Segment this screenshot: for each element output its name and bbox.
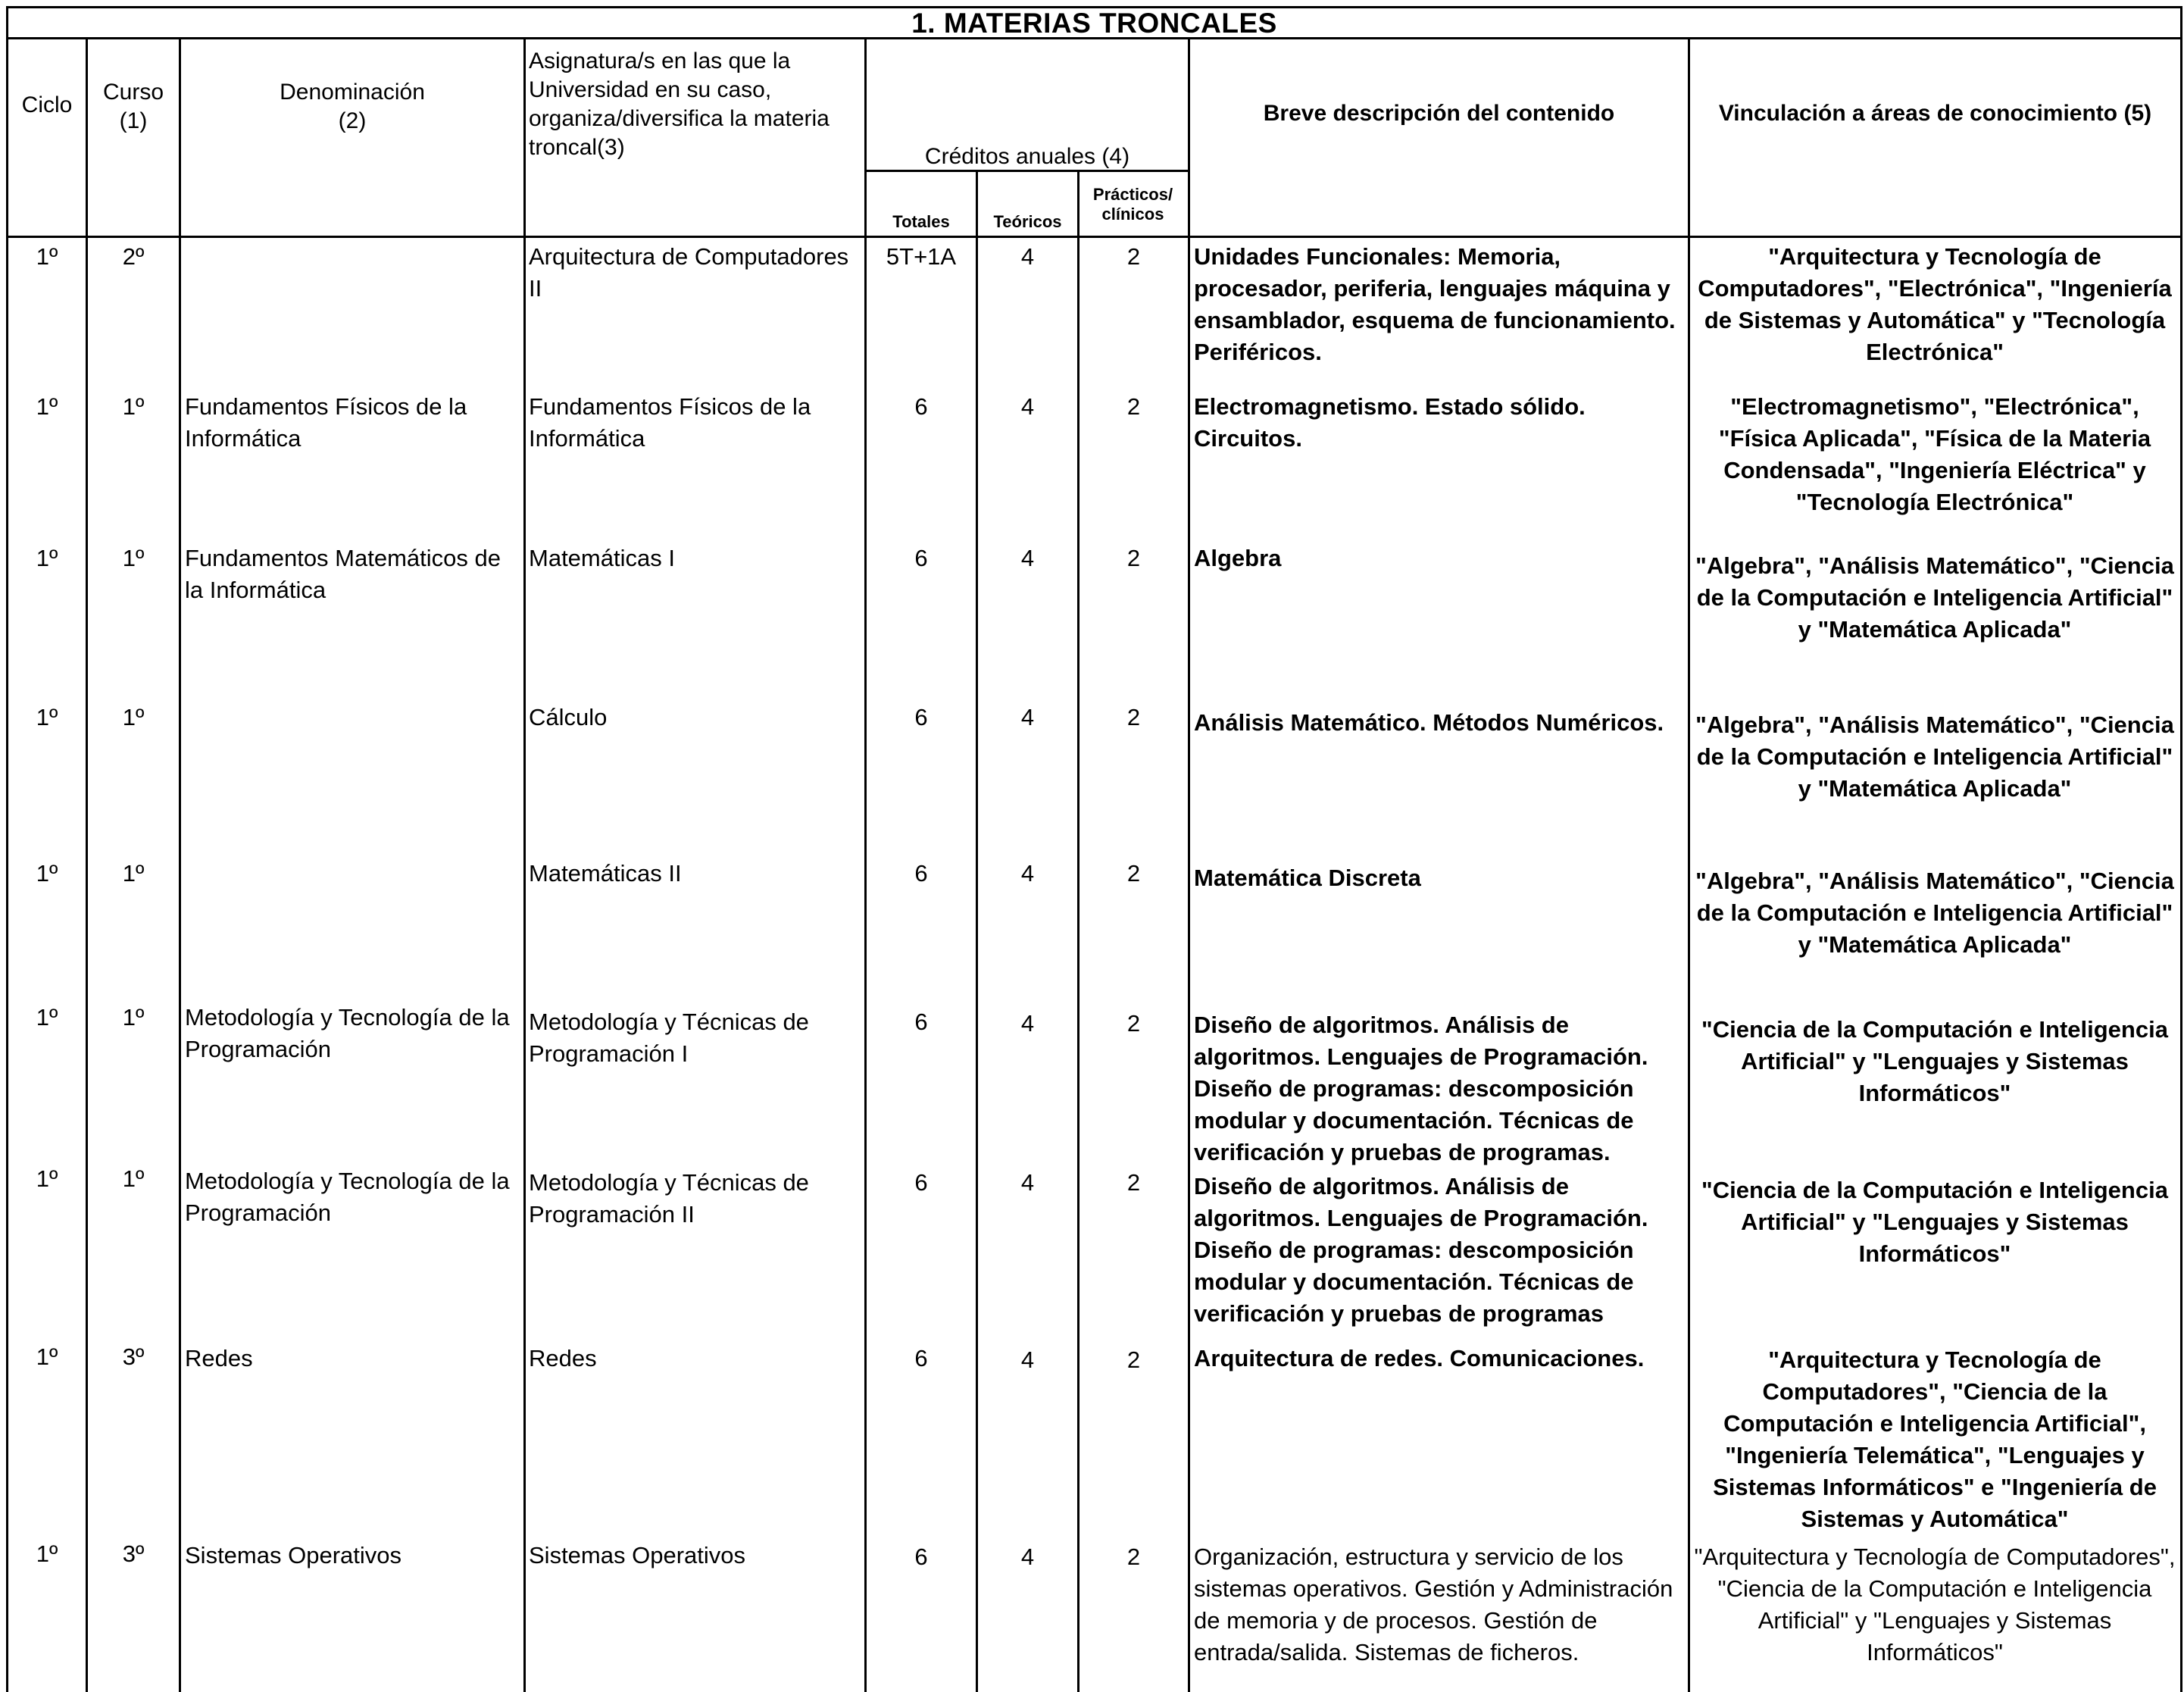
cell-asignatura: Fundamentos Físicos de la Informática [529,393,811,452]
cell-curso: 1º [122,1165,145,1192]
grid-line [1688,39,1690,1692]
cell-descripcion: Diseño de algoritmos. Análisis de algoritmos. Lenguajes de Programación. Diseño de programas: descomposición modular y documentación. Técnicas de verificación y pruebas de programas [1194,1173,1648,1327]
cell-totales: 6 [914,1543,928,1570]
cell-vinculacion: "Ciencia de la Computación e Inteligencia Artificial" y "Lenguajes y Sistemas Informáticos" [1701,1016,2168,1106]
cell-asignatura: Sistemas Operativos [529,1542,745,1568]
cell-descripcion: Electromagnetismo. Estado sólido. Circuitos. [1194,393,1586,452]
cell-teoricos: 4 [1020,1010,1035,1037]
header-curso-note: (1) [119,108,148,133]
grid-line [523,39,526,1692]
header-descripcion: Breve descripción del contenido [1263,101,1615,126]
cell-practicos: 2 [1126,545,1141,571]
grid-line [179,39,181,1692]
cell-ciclo: 1º [36,1343,58,1370]
cell-curso: 3º [122,1343,145,1370]
cell-descripcion: Diseño de algoritmos. Análisis de algoritmos. Lenguajes de Programación. Diseño de programas: descomposición modular y documentación. Técnicas de verificación y pruebas de programas. [1194,1012,1648,1165]
table-title: 1. MATERIAS TRONCALES [6,6,2182,39]
cell-descripcion: Organización, estructura y servicio de los sistemas operativos. Gestión y Administración de memoria y de procesos. Gestión de entrada/salida. Sistemas de ficheros. [1194,1543,1673,1665]
cell-ciclo: 1º [36,860,58,887]
header-totales: Totales [892,212,950,231]
header-asignaturas: Asignatura/s en las que la Universidad en su caso, organiza/diversifica la materia troncal(3) [529,48,830,160]
cell-denominacion: Fundamentos Físicos de la Informática [185,393,467,452]
cell-practicos: 2 [1126,1543,1141,1570]
cell-curso: 2º [122,243,145,270]
header-denominacion-note: (2) [338,108,367,133]
cell-descripcion: Arquitectura de redes. Comunicaciones. [1194,1345,1645,1371]
header-practicos: Prácticos/ clínicos [1092,185,1173,224]
cell-teoricos: 4 [1020,1169,1035,1196]
cell-descripcion: Análisis Matemático. Métodos Numéricos. [1194,709,1664,736]
cell-ciclo: 1º [36,1540,58,1567]
cell-teoricos: 4 [1020,545,1035,571]
cell-vinculacion: "Arquitectura y Tecnología de Computadores", "Ciencia de la Computación e Inteligencia Artificial", "Ingeniería Telemática", "Lenguajes y Sistemas Informáticos" e "Ingeniería de Sistemas y Automática" [1713,1346,2157,1532]
cell-totales: 6 [914,393,928,420]
cell-teoricos: 4 [1020,393,1035,420]
cell-vinculacion: "Algebra", "Análisis Matemático", "Ciencia de la Computación e Inteligencia Artificial" y "Matemática Aplicada" [1695,868,2174,958]
cell-practicos: 2 [1126,1010,1141,1037]
cell-ciclo: 1º [36,243,58,270]
cell-teoricos: 4 [1020,1543,1035,1570]
cell-curso: 1º [122,704,145,730]
cell-curso: 3º [122,1540,145,1567]
cell-curso: 1º [122,545,145,571]
cell-vinculacion: "Algebra", "Análisis Matemático", "Ciencia de la Computación e Inteligencia Artificial" y "Matemática Aplicada" [1695,552,2174,643]
cell-descripcion: Matemática Discreta [1194,865,1421,891]
header-curso: Curso [102,80,164,105]
cell-asignatura: Metodología y Técnicas de Programación II [529,1169,809,1228]
cell-denominacion: Redes [185,1345,253,1371]
cell-totales: 6 [914,1169,928,1196]
header-vinculacion: Vinculación a áreas de conocimiento (5) [1718,101,2152,126]
cell-ciclo: 1º [36,1004,58,1031]
cell-curso: 1º [122,860,145,887]
cell-asignatura: Redes [529,1345,597,1371]
cell-curso: 1º [122,393,145,420]
cell-practicos: 2 [1126,704,1141,730]
cell-denominacion: Metodología y Tecnología de la Programación [185,1004,510,1062]
cell-asignatura: Cálculo [529,704,608,730]
cell-totales: 6 [914,860,928,887]
cell-practicos: 2 [1126,860,1141,887]
cell-practicos: 2 [1126,393,1141,420]
cell-vinculacion: "Ciencia de la Computación e Inteligencia Artificial" y "Lenguajes y Sistemas Informáticos" [1701,1177,2168,1267]
cell-vinculacion: "Arquitectura y Tecnología de Computadores", "Electrónica", "Ingeniería de Sistemas y Automática" y "Tecnología Electrónica" [1698,243,2172,365]
cell-practicos: 2 [1126,1169,1141,1196]
cell-descripcion: Algebra [1194,545,1282,571]
cell-totales: 6 [914,1345,928,1371]
cell-totales: 6 [914,545,928,571]
cell-practicos: 2 [1126,243,1141,270]
cell-vinculacion: "Electromagnetismo", "Electrónica", "Física Aplicada", "Física de la Materia Condensada", "Ingeniería Eléctrica" y "Tecnología Electrónica" [1718,393,2151,515]
header-teoricos: Teóricos [993,212,1062,231]
cell-totales: 6 [914,704,928,730]
grid-line [1188,39,1190,1692]
cell-ciclo: 1º [36,545,58,571]
cell-teoricos: 4 [1020,243,1035,270]
troncales-table [6,6,2184,1692]
cell-vinculacion: "Arquitectura y Tecnología de Computadores", "Ciencia de la Computación e Inteligencia Artificial" y "Lenguajes y Sistemas Informáticos" [1694,1543,2176,1665]
header-creditos: Créditos anuales (4) [924,144,1130,169]
cell-ciclo: 1º [36,704,58,730]
cell-totales: 6 [914,1009,928,1035]
cell-ciclo: 1º [36,1165,58,1192]
cell-denominacion: Fundamentos Matemáticos de la Informática [185,545,501,603]
cell-asignatura: Metodología y Técnicas de Programación I [529,1009,809,1067]
cell-teoricos: 4 [1020,704,1035,730]
cell-totales: 5T+1A [886,243,957,270]
cell-asignatura: Matemáticas II [529,860,682,887]
grid-line [2180,39,2182,1692]
cell-practicos: 2 [1126,1346,1141,1373]
cell-ciclo: 1º [36,393,58,420]
grid-line [6,236,2182,238]
cell-vinculacion: "Algebra", "Análisis Matemático", "Ciencia de la Computación e Inteligencia Artificial" y "Matemática Aplicada" [1695,712,2174,802]
cell-teoricos: 4 [1020,860,1035,887]
cell-asignatura: Matemáticas I [529,545,675,571]
cell-denominacion: Metodología y Tecnología de la Programación [185,1168,510,1226]
cell-asignatura: Arquitectura de Computadores II [529,243,849,302]
cell-descripcion: Unidades Funcionales: Memoria, procesador, periferia, lenguajes máquina y ensamblador, esquema de funcionamiento. Periféricos. [1194,243,1676,365]
cell-denominacion: Sistemas Operativos [185,1542,401,1568]
header-ciclo: Ciclo [21,92,73,117]
cell-curso: 1º [122,1004,145,1031]
cell-teoricos: 4 [1020,1346,1035,1373]
header-denominacion: Denominación [280,80,425,105]
